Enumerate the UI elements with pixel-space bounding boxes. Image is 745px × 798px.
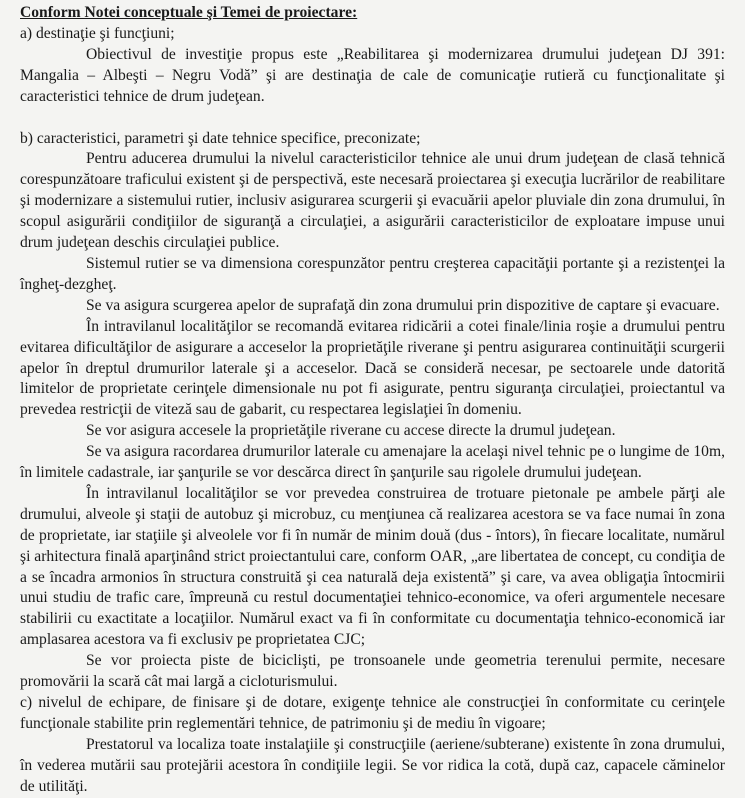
paragraph-side-roads: Se va asigura racordarea drumurilor laterale cu amenajare la acelaşi nivel tehnic pe o lungime de 10m, în limitele cadastrale, iar şanţurile se vor descărca direct în şanţurile sau rigolele drumului judeţean. (20, 443, 725, 482)
paragraph-intravilan-elevation: În intravilanul localităţilor se recomandă evitarea ridicării a cotei finale/linia roşie a drumului pentru evitarea dificultăţilor de asigurare a acceselor la proprietăţile riverane şi pentru asigurarea continuităţii scurgerii apelor în dreptul drumurilor laterale şi a acceselor. Dacă se consideră necesar, pe sectoarele unde datorită limitelor de proprietate cerinţele dimensionale nu pot fi asigurate, pentru siguranţa circulaţiei, proiectantul va prevedea restricţii de viteză sau de gabarit, cu respectarea legislaţiei în domeniu. (20, 317, 725, 419)
paragraph-road-system: Sistemul rutier se va dimensiona corespunzător pentru creşterea capacităţii portante şi a rezistenţei la îngheţ-dezgheţ. (20, 254, 725, 293)
paragraph-investment-objective: Obiectivul de investiţie propus este „Reabilitarea şi modernizarea drumului judeţean DJ 391: Mangalia – Albeşti – Negru Vodă” şi are destinaţia de cale de comunicaţie rutieră cu funcţionalitate şi caracteristici tehnice de drum judeţean. (20, 45, 725, 105)
paragraph-bike-lanes: Se vor proiecta piste de biciclişti, pe tronsoanele unde geometria terenului permite, necesare promovării la scară cât mai largă a cicloturismului. (20, 652, 725, 691)
section-heading: Conform Notei conceptuale şi Temei de proiectare: (20, 4, 358, 21)
paragraph-sidewalks-bus-stops: În intravilanul localităţilor se vor prevedea construirea de trotuare pietonale pe ambele părţi ale drumului, alveole şi staţii de autobuz şi microbuz, cu menţiunea că realizarea acestora se va face numai în zona de proprietate, iar staţiile şi alveolele vor fi în număr de minim două (dus - întors), în fiecare localitate, numărul şi arhitectura finală aparţinând strict proiectantului care, conform OAR, „are libertatea de concept, cu condiţia de a se încadra armonios în structura construită şi cea naturală deja existentă” şi care, va avea obligaţia întocmirii unui studiu de trafic care, împreună cu restul documentaţiei tehnico-economice, va oferi argumentele necesare stabilirii cu exactitate a locaţiilor. Numărul exact va fi în conformitate cu documentaţia tehnico-economică iar amplasarea acestora va fi exclusiv pe proprietatea CJC; (20, 484, 725, 649)
spacer (20, 108, 725, 129)
section-a-label: a) destinaţie şi funcţiuni; (20, 24, 175, 42)
paragraph-utilities: Prestatorul va localiza toate instalaţiile şi construcţiile (aeriene/subterane) existente în zona drumului, în vederea mutării sau protejării acestora în condiţiile legii. Se vor ridica la cotă, după caz, capacele căminelor de utilităţi. (20, 735, 725, 795)
paragraph-technical-class: Pentru aducerea drumului la nivelul caracteristicilor tehnice ale unui drum judeţean de clasă tehnică corespunzătoare traficului existent şi de perspectivă, este necesară proiectarea şi execuţia lucrărilor de reabilitare şi modernizare a sistemului rutier, inclusiv asigurarea scurgerii şi evacuării apelor pluviale din zona drumului, în scopul asigurării condiţiilor de siguranţă a circulaţiei, a asigurării caracteristicilor de exploatare impuse unui drum judeţean deschis circulaţiei publice. (20, 150, 725, 252)
section-b-label: b) caracteristici, parametri şi date tehnice specifice, preconizate; (20, 129, 421, 147)
paragraph-riverside-access: Se vor asigura accesele la proprietăţile riverane cu accese directe la drumul judeţean. (86, 422, 616, 440)
section-c-label: c) nivelul de echipare, de finisare şi de dotare, exigenţe tehnice ale construcţiei în conformitate cu cerinţele funcţionale stabilite prin reglementări tehnice, de patrimoniu şi de mediu în vigoare; (20, 694, 725, 732)
paragraph-surface-drainage: Se va asigura scurgerea apelor de suprafaţă din zona drumului prin dispozitive de captare şi evacuare. (86, 296, 720, 314)
